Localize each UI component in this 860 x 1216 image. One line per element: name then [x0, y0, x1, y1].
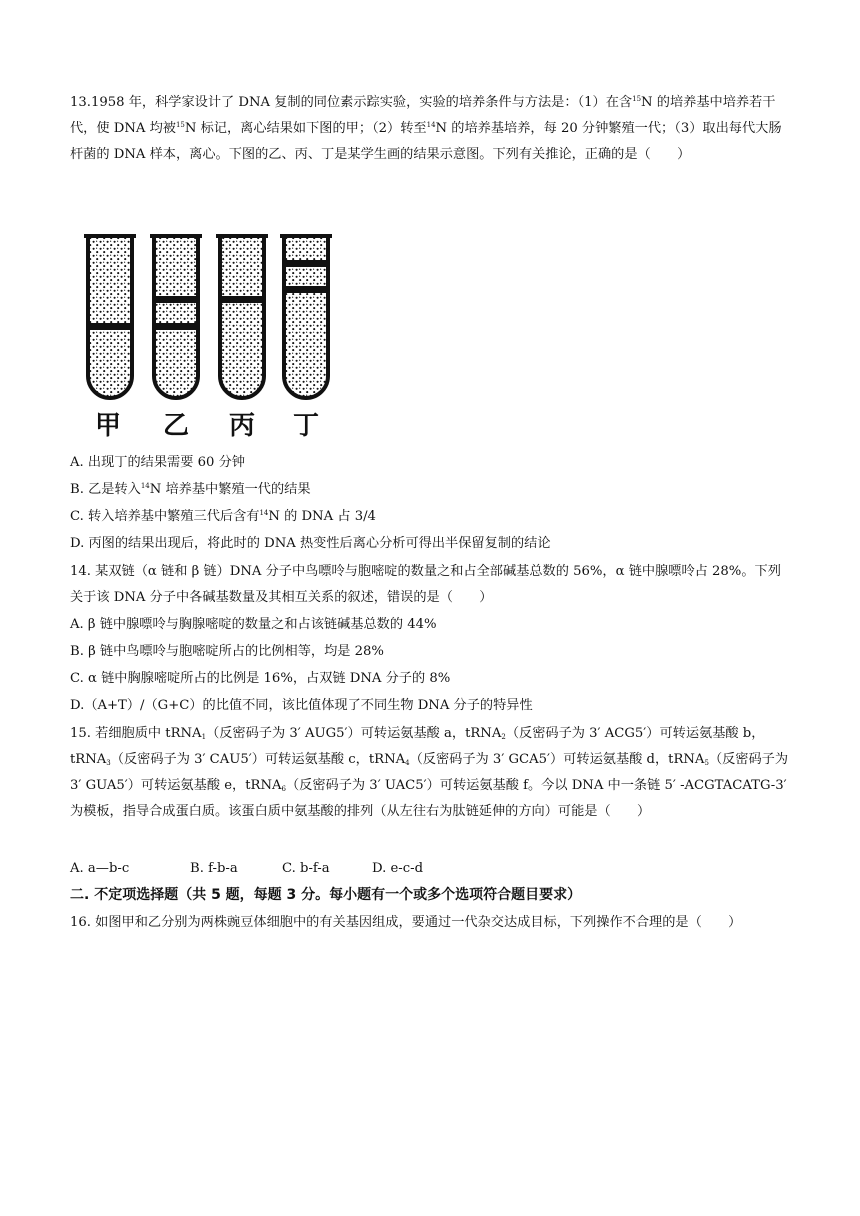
dna-band [284, 260, 328, 267]
q14-option-a: A. β 链中腺嘌呤与胸腺嘧啶的数量之和占该链碱基总数的 44% [70, 617, 437, 632]
q15-option-d: D. e-c-d [372, 861, 424, 876]
dna-band [154, 296, 198, 303]
isotope-superscript: 14 [140, 482, 150, 490]
q13-option-a: A. 出现丁的结果需要 60 分钟 [70, 455, 245, 470]
q14-option-d: D.（A+T）/（G+C）的比值不同，该比值体现了不同生物 DNA 分子的特异性 [70, 698, 533, 713]
tube-label-jia: 甲 [94, 411, 122, 441]
q15-option-c: C. b-f-a [282, 861, 330, 876]
q13-option-c: C. 转入培养基中繁殖三代后含有$^{14}$N 的 DNA 占 3/4 [70, 509, 376, 524]
q13-option-d: D. 丙图的结果出现后，将此时的 DNA 热变性后离心分析可得出半保留复制的结论 [70, 536, 551, 551]
dna-band [88, 323, 132, 330]
centrifuge-tubes-figure [78, 226, 340, 444]
q13-option-b: B. 乙是转入$^{14}$N 培养基中繁殖一代的结果 [70, 482, 311, 497]
q15-option-a: A. a—b-c [70, 861, 130, 876]
q14-stem: 14. 某双链（α 链和 β 链）DNA 分子中鸟嘌呤与胞嘧啶的数量之和占全部碱基总数的 56%，α 链中腺嘌呤占 28%。下列关于该 DNA 分子中各碱基数量及其相互关系的叙述，错误的是（ ） [70, 564, 781, 605]
q14-option-b: B. β 链中鸟嘌呤与胞嘧啶所占的比例相等，均是 28% [70, 644, 384, 659]
isotope-superscript: 15 [175, 121, 185, 129]
tube-yi [150, 236, 202, 398]
dna-band [220, 296, 264, 303]
tube-label-yi: 乙 [162, 411, 190, 441]
q15-stem: 15. 若细胞质中 tRNA$_1$（反密码子为 3′ AUG5′）可转运氨基酸 a，tRNA$_2$（反密码子为 3′ ACG5′）可转运氨基酸 b，tRNA$_3$（反密码子为 3′ CAU5′）可转运氨基酸 c，tRNA$_4$（反密码子为 3′ GCA5′）可转运氨基酸 d，tRNA$_5$（反密码子为 3′ GUA5′）可转运氨基酸 e，tRNA$_6$（反密码子为 3′ UAC5′）可转运氨基酸 f。今以 DNA 中一条链 5′ -ACGTACATG-3′ 为模板，指导合成蛋白质。该蛋白质中氨基酸的排列（从左往右为肽链延伸的方向）可能是（ ） [70, 726, 789, 819]
q15-option-b: B. f-b-a [190, 861, 238, 876]
tube-label-ding: 丁 [292, 411, 320, 441]
tube-ding [280, 236, 332, 398]
isotope-superscript: 14 [426, 121, 436, 129]
tube-jia [84, 236, 136, 398]
q14-option-c: C. α 链中胸腺嘧啶所占的比例是 16%，占双链 DNA 分子的 8% [70, 671, 451, 686]
isotope-superscript: 14 [259, 509, 269, 517]
tube-bing [216, 236, 268, 398]
section-2-heading: 二. 不定项选择题（共 5 题，每题 3 分。每小题有一个或多个选项符合题目要求） [70, 887, 582, 903]
tube-label-bing: 丙 [228, 411, 256, 441]
isotope-superscript: 15 [632, 95, 642, 103]
q15-options [70, 858, 423, 880]
q16-stem: 16. 如图甲和乙分别为两株豌豆体细胞中的有关基因组成，要通过一代杂交达成目标，下列操作不合理的是（ ） [70, 915, 742, 930]
dna-band [154, 323, 198, 330]
q13-stem: 13.1958 年，科学家设计了 DNA 复制的同位素示踪实验，实验的培养条件与方法是：（1）在含$^{15}$N 的培养基中培养若干代，使 DNA 均被$^{15}$N 标记，离心结果如下图的甲；（2）转至$^{14}$N 的培养基培养，每 20 分钟繁殖一代；（3）取出每代大肠杆菌的 DNA 样本，离心。下图的乙、丙、丁是某学生画的结果示意图。下列有关推论，正确的是（ ） [70, 95, 782, 162]
dna-band [284, 286, 328, 293]
